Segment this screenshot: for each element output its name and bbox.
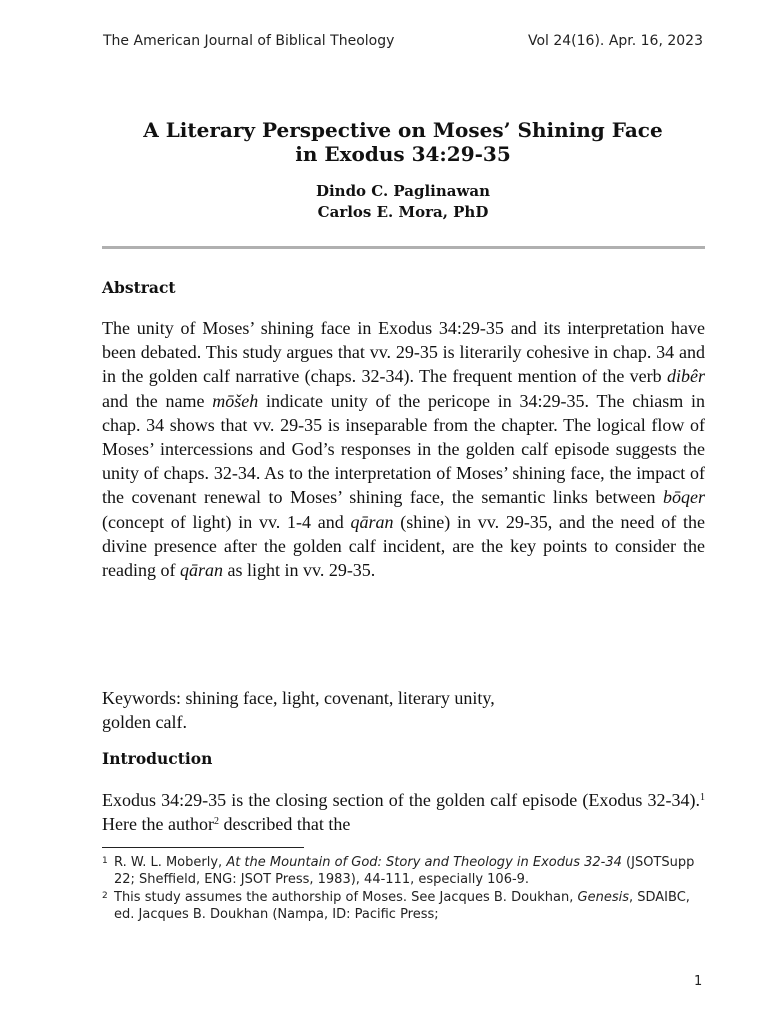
intro-part: Here the author [102,814,214,835]
abstract-part: (concept of light) in vv. 1-4 and [102,511,351,532]
title-line-1: A Literary Perspective on Moses’ Shining Face [143,118,663,142]
intro-part: Exodus 34:29-35 is the closing section of the golden calf episode (Exodus 32-34). [102,790,700,810]
term-diber: dibêr [667,366,705,387]
author-2: Carlos E. Mora, PhD [317,203,489,221]
author-list [90,181,716,223]
journal-name: The American Journal of Biblical Theology [103,33,395,49]
footnote-book-title: Genesis [577,890,629,905]
footnotes [102,855,705,925]
footnote-1 [102,855,705,888]
footnote-book-title: At the Mountain of God: Story and Theology in Exodus 32-34 [226,855,622,870]
title-divider [102,246,705,249]
footnote-text: , SDAIBC, ed. Jacques B. Doukhan (Nampa, ID: Pacific Press; [114,890,690,922]
keywords-line-1: Keywords: shining face, light, covenant, literary unity, [102,688,495,708]
abstract-part: The unity of Moses’ shining face in Exodus 34:29-35 and its interpretation have been debated. This study argues that vv. 29-35 is literarily cohesive in chap. 34 and in the golden calf narrative (chaps. 32-34). The frequent mention of the verb [102,318,705,387]
volume-info: Vol 24(16). Apr. 16, 2023 [527,33,703,49]
keywords-line-2: golden calf. [102,712,187,733]
footnote-ref-2[interactable]: 2 [213,816,219,828]
author-1: Dindo C. Paglinawan [315,182,491,200]
abstract-heading: Abstract [102,278,176,297]
footnote-number: 1 [102,856,108,866]
abstract-part: as light in vv. 29-35. [222,560,376,581]
term-boqer: bōqer [663,487,705,508]
paper-title [90,118,716,166]
running-header [103,33,703,49]
title-line-2: in Exodus 34:29-35 [295,142,511,166]
footnote-ref-1[interactable]: 1 [700,792,705,803]
page-number: 1 [694,974,703,989]
abstract-part: (shine) in vv. 29-35, and the need of the divine presence after the golden calf incident, are the key points to consider the reading of [102,511,705,581]
footnote-divider [102,847,304,848]
introduction-heading: Introduction [102,749,213,768]
footnote-text: This study assumes the authorship of Moses. See Jacques B. Doukhan, [114,890,578,905]
intro-part: described that the [218,814,351,835]
abstract-text [102,316,705,582]
term-mosheh: mōšeh [212,390,259,411]
footnote-number: 2 [102,891,108,901]
abstract-part: and the name [102,390,213,411]
term-qaran: qāran [179,560,223,581]
footnote-text: (JSOTSupp 22; Sheffield, ENG: JSOT Press, 1983), 44-111, especially 106-9. [114,855,695,887]
abstract-part: indicate unity of the pericope in 34:29-35. The chiasm in chap. 34 shows that vv. 29-35 is inseparable from the chapter. The logical flow of Moses’ intercessions and God’s responses in the golden calf episode suggests the unity of chaps. 32-34. As to the interpretation of Moses’ shining face, the impact of the covenant renewal to Moses’ shining face, the semantic links between [102,390,705,508]
term-qaran: qāran [350,511,394,532]
footnote-2 [102,890,705,923]
footnote-text: R. W. L. Moberly, [114,855,227,870]
introduction-text [102,788,705,836]
keywords [102,686,705,734]
